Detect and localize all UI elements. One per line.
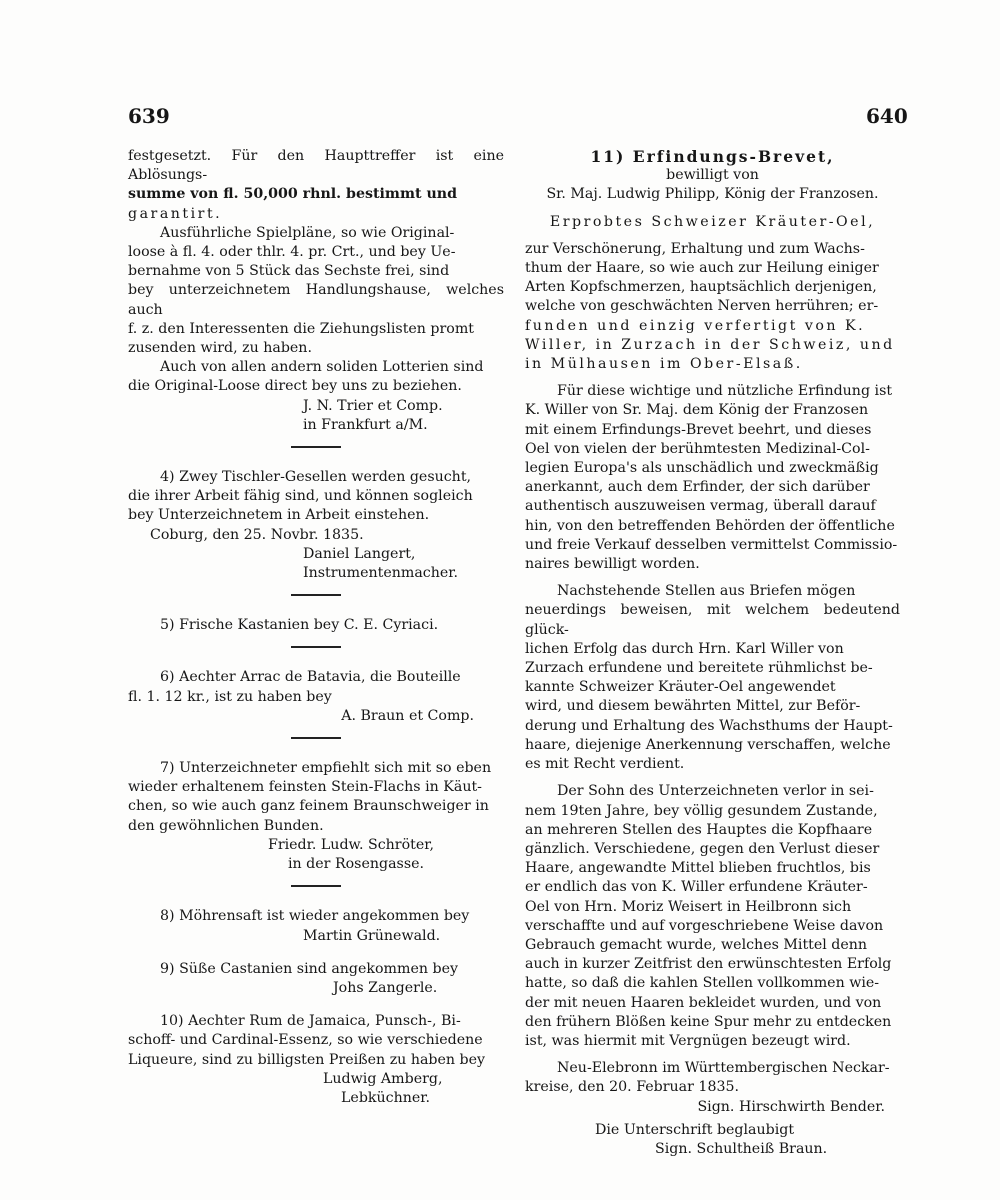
text-line: bey Unterzeichnetem in Arbeit einstehen.: [128, 507, 430, 524]
text-line: 9) Süße Castanien sind angekommen bey: [160, 960, 458, 977]
text-line: neuerdings beweisen, mit welchem bedeutend glück-: [525, 602, 900, 638]
certification-line: Die Unterschrift beglaubigt: [595, 1121, 795, 1138]
text-line: anerkannt, auch dem Erfinder, der sich darüber: [525, 479, 870, 496]
lottery-other-paragraph: [128, 358, 504, 396]
ad-7: [128, 759, 504, 874]
text-line: Neu-Elebronn im Württembergischen Neckar-: [557, 1060, 890, 1077]
patron-line: Sr. Maj. Ludwig Philipp, König der Franzosen.: [546, 186, 879, 203]
ad-4: [128, 468, 504, 583]
text-line: die Original-Loose direct bey uns zu beziehen.: [128, 378, 462, 395]
text-line: haare, diejenige Anerkennung verschaffen, welche: [525, 736, 891, 753]
text-line: es mit Recht verdient.: [525, 756, 685, 773]
right-column: [525, 147, 900, 1159]
text-line: garantirt.: [128, 205, 223, 222]
text-line: den frühern Blößen keine Spur mehr zu entdecken: [525, 1013, 892, 1030]
text-line: verschaffte und auf vorgeschriebene Weise davon: [525, 917, 884, 934]
separator-rule: [291, 737, 341, 739]
text-line: Arten Kopfschmerzen, hauptsächlich derjenigen,: [525, 279, 877, 296]
separator-rule: [291, 646, 341, 648]
text-line: 8) Möhrensaft ist wieder angekommen bey: [160, 908, 470, 925]
text-line: Oel von vielen der berühmtesten Medizinal-Col-: [525, 440, 870, 457]
text-line: lichen Erfolg das durch Hrn. Karl Willer von: [525, 640, 844, 657]
product-name: Erprobtes Schweizer Kräuter-Oel,: [549, 213, 876, 230]
spacer: [525, 374, 900, 382]
text-line: 6) Aechter Arrac de Batavia, die Bouteille: [160, 669, 461, 686]
signature-line: Instrumentenmacher.: [303, 565, 458, 582]
text-line: gänzlich. Verschiedene, gegen den Verlust dieser: [525, 840, 880, 857]
text-line: schoff- und Cardinal-Essenz, so wie verschiedene: [128, 1032, 483, 1049]
spacer: [525, 232, 900, 240]
ad-10: [128, 1012, 504, 1108]
text-line: Ausführliche Spielpläne, so wie Original-: [160, 224, 455, 241]
subheading: bewilligt von: [666, 167, 759, 184]
text-line: und freie Verkauf desselben vermittelst Commissio-: [525, 536, 898, 553]
ad-5: 5) Frische Kastanien bey C. E. Cyriaci.: [160, 617, 439, 634]
signature-line: Daniel Langert,: [303, 545, 416, 562]
spacer: [525, 1051, 900, 1059]
text-line: 4) Zwey Tischler-Gesellen werden gesucht,: [160, 469, 472, 486]
text-line: Willer, in Zurzach in der Schweiz, und: [525, 336, 895, 353]
text-line: auch in kurzer Zeitfrist den erwünschtesten Erfolg: [525, 956, 892, 973]
spacer: [525, 774, 900, 782]
text-line: Zurzach erfundene und bereitete rühmlichst be-: [525, 660, 873, 677]
text-line: summe von fl. 50,000 rhnl. bestimmt und: [128, 186, 458, 203]
heading-text: Erfindungs-Brevet,: [632, 147, 835, 166]
signature-line: Friedr. Ludw. Schröter,: [268, 836, 434, 853]
separator-rule: [291, 594, 341, 596]
signature-schroeter: [128, 836, 504, 874]
text-line: Oel von Hrn. Moriz Weisert in Heilbronn sich: [525, 898, 852, 915]
text-line: kreise, den 20. Februar 1835.: [525, 1079, 740, 1096]
text-line: authentisch auszuweisen vermag, überall darauf: [525, 498, 876, 515]
text-line: an mehreren Stellen des Hauptes die Kopfhaare: [525, 821, 873, 838]
text-line: wieder erhaltenem feinsten Stein-Flachs in Käut-: [128, 779, 482, 796]
spacer: [128, 998, 504, 1012]
text-line: 10) Aechter Rum de Jamaica, Punsch-, Bi-: [160, 1013, 461, 1030]
spacer: [525, 574, 900, 582]
text-line: f. z. den Interessenten die Ziehungslisten promt: [128, 320, 474, 337]
signature-bender: Sign. Hirschwirth Bender.: [697, 1098, 885, 1115]
patent-paragraph: [525, 382, 900, 574]
separator-rule: [291, 446, 341, 448]
text-line: hatte, so daß die kahlen Stellen vollkommen wie-: [525, 975, 880, 992]
signature-line: Ludwig Amberg,: [323, 1070, 443, 1087]
text-line: Auch von allen andern soliden Lotterien sind: [160, 359, 484, 376]
text-line: mit einem Erfindungs-Brevet beehrt, und dieses: [525, 421, 872, 438]
text-line: thum der Haare, so wie auch zur Heilung einiger: [525, 260, 879, 277]
text-line: bernahme von 5 Stück das Sechste frei, sind: [128, 263, 450, 280]
signature-line: in Frankfurt a/M.: [303, 416, 428, 433]
ad-6: [128, 668, 504, 726]
spacer: [128, 946, 504, 960]
signature-line: J. N. Trier et Comp.: [303, 397, 443, 414]
separator-rule: [291, 885, 341, 887]
text-line: der mit neuen Haaren bekleidet wurden, und von: [525, 994, 882, 1011]
text-line: welche von geschwächten Nerven herrühren; er-: [525, 298, 879, 315]
text-line: chen, so wie auch ganz feinem Braunschweiger in: [128, 798, 489, 815]
text-line: derung und Erhaltung des Wachsthums der Haupt-: [525, 717, 893, 734]
lottery-plans-paragraph: [128, 224, 504, 358]
text-line: Haare, angewandte Mittel blieben fruchtlos, bis: [525, 860, 871, 877]
text-line: zusenden wird, zu haben.: [128, 340, 312, 357]
text-line: K. Willer von Sr. Maj. dem König der Franzosen: [525, 402, 869, 419]
text-line: Nachstehende Stellen aus Briefen mögen: [557, 583, 856, 600]
text-line: Der Sohn des Unterzeichneten verlor in sei-: [557, 783, 874, 800]
page-number-left: 639: [128, 104, 170, 128]
text-line: fl. 1. 12 kr., ist zu haben bey: [128, 688, 332, 705]
signature-line: in der Rosengasse.: [288, 856, 425, 873]
signature-gruenewald: Martin Grünewald.: [303, 927, 441, 944]
text-line: naires bewilligt worden.: [525, 556, 700, 573]
text-line: in Mülhausen im Ober-Elsaß.: [525, 356, 803, 373]
place-date-line: Coburg, den 25. Novbr. 1835.: [150, 526, 364, 543]
text-line: den gewöhnlichen Bunden.: [128, 817, 324, 834]
signature-zangerle: Johs Zangerle.: [333, 979, 438, 996]
letters-paragraph: [525, 582, 900, 774]
signature-amberg: [128, 1070, 504, 1108]
text-line: die ihrer Arbeit fähig sind, und können sogleich: [128, 488, 473, 505]
text-line: loose à fl. 4. oder thlr. 4. pr. Crt., und bey Ue-: [128, 244, 456, 261]
text-line: festgesetzt. Für den Haupttreffer ist eine Ablösungs-: [128, 148, 504, 184]
signature-trier: [128, 397, 504, 435]
text-line: legien Europa's als unschädlich und zweckmäßig: [525, 460, 879, 477]
text-line: ist, was hiermit mit Vergnügen bezeugt wird.: [525, 1032, 851, 1049]
text-line: Liqueure, sind zu billigsten Preißen zu haben bey: [128, 1051, 486, 1068]
place-date-paragraph: [525, 1059, 900, 1097]
lottery-notice-end: [128, 147, 504, 224]
signature-line: Lebküchner.: [341, 1089, 430, 1106]
text-line: 7) Unterzeichneter empfiehlt sich mit so eben: [160, 760, 492, 777]
text-line: er endlich das von K. Willer erfundene Kräuter-: [525, 879, 868, 896]
text-line: funden und einzig verfertigt von K.: [525, 317, 866, 334]
ad-8: [128, 907, 504, 945]
signature-braun: A. Braun et Comp.: [341, 707, 474, 724]
page-number-right: 640: [866, 104, 908, 128]
text-line: zur Verschönerung, Erhaltung und zum Wachs-: [525, 240, 865, 257]
spacer: [525, 205, 900, 213]
signature-langert: [128, 545, 504, 583]
product-description: [525, 240, 900, 374]
text-line: kannte Schweizer Kräuter-Oel angewendet: [525, 679, 836, 696]
ad-9: [128, 960, 504, 998]
left-column: [128, 147, 504, 1108]
text-line: bey unterzeichnetem Handlungshause, welches auch: [128, 282, 504, 318]
text-line: Für diese wichtige und nützliche Erfindung ist: [557, 383, 893, 400]
text-line: Gebrauch gemacht wurde, welches Mittel denn: [525, 936, 868, 953]
signature-schultheiss: Sign. Schultheiß Braun.: [655, 1140, 828, 1157]
text-line: wird, und diesem bewährten Mittel, zur Beför-: [525, 698, 861, 715]
text-line: hin, von den betreffenden Behörden der öffentliche: [525, 517, 895, 534]
text-line: nem 19ten Jahre, bey völlig gesundem Zustande,: [525, 802, 878, 819]
testimonial-paragraph: [525, 782, 900, 1051]
ad-11-heading: [525, 147, 900, 166]
ad-number: 11): [590, 147, 626, 166]
